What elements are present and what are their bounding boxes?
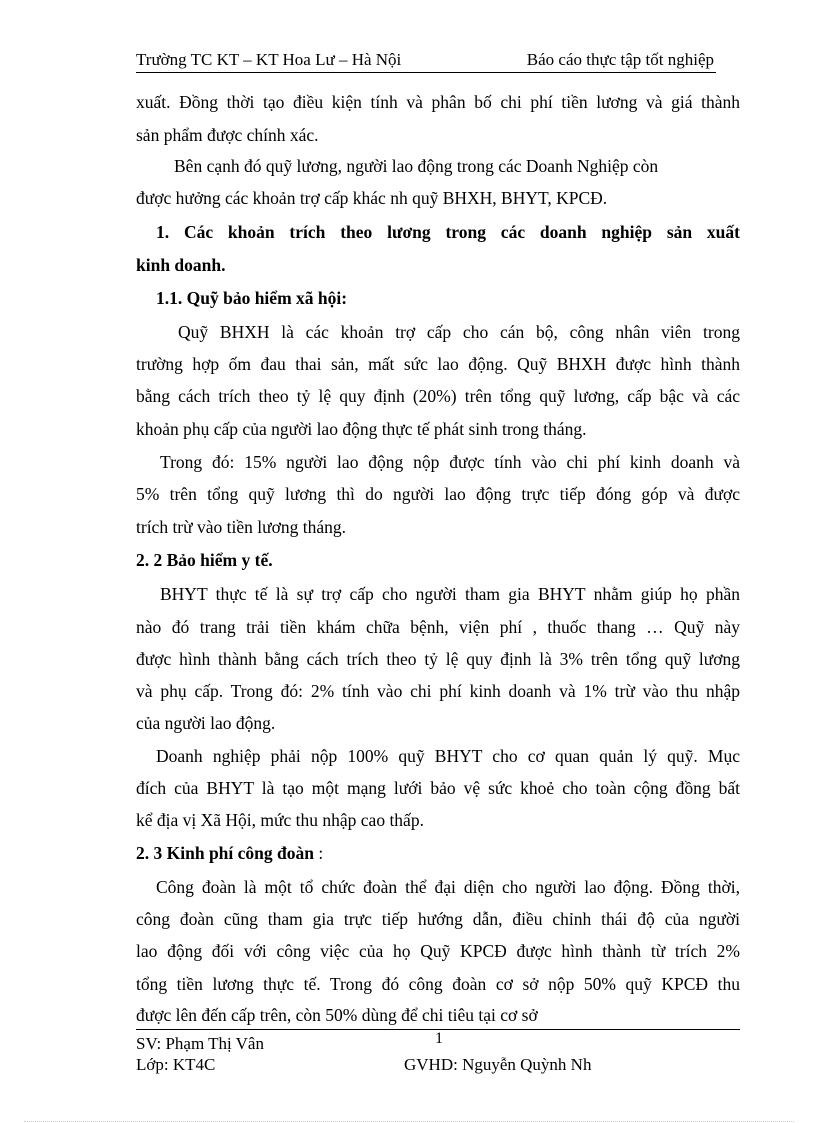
- footer-class: Lớp: KT4C: [136, 1055, 216, 1074]
- subsection-heading-2-3-title: 2. 3 Kinh phí công đoàn: [136, 843, 314, 863]
- body-line: của người lao động.: [136, 713, 276, 733]
- body-line: đích của BHYT là tạo một mạng lưới bảo vệ sức khoẻ cho toàn cộng đồng bất: [136, 778, 740, 798]
- body-line: trường hợp ốm đau thai sản, mất sức lao động. Quỹ BHXH được hình thành: [136, 354, 740, 374]
- body-line: trích trừ vào tiền lương tháng.: [136, 517, 346, 537]
- body-line: Bên cạnh đó quỹ lương, người lao động trong các Doanh Nghiệp còn: [174, 156, 659, 176]
- subsection-heading-2-3-colon: :: [313, 843, 324, 863]
- body-line: Trong đó: 15% người lao động nộp được tính vào chi phí kinh doanh và: [160, 452, 740, 472]
- body-line: khoản phụ cấp của người lao động thực tế phát sinh trong tháng.: [136, 419, 587, 439]
- page-header: [136, 50, 716, 73]
- body-line: Quỹ BHXH là các khoản trợ cấp cho cán bộ, công nhân viên trong: [178, 322, 740, 342]
- footer-student: SV: Phạm Thị Vân: [136, 1034, 264, 1053]
- header-report-title: Báo cáo thực tập tốt nghiệp: [526, 50, 714, 69]
- body-line: được hình thành bằng cách trích theo tỷ lệ quy định là 3% trên tổng quỹ lương: [136, 649, 740, 669]
- subsection-heading-2-2: 2. 2 Bảo hiểm y tế.: [136, 550, 273, 570]
- body-line: và phụ cấp. Trong đó: 2% tính vào chi phí kinh doanh và 1% trừ vào thu nhập: [136, 681, 740, 701]
- body-line: Doanh nghiệp phải nộp 100% quỹ BHYT cho cơ quan quản lý quỹ. Mục: [156, 746, 740, 766]
- body-line: tổng tiền lương thực tế. Trong đó công đoàn cơ sở nộp 50% quỹ KPCĐ thu: [136, 974, 740, 994]
- page-bottom-edge: [24, 1121, 794, 1122]
- body-line: kể địa vị Xã Hội, mức thu nhập cao thấp.: [136, 810, 424, 830]
- body-line: công đoàn cũng tham gia trực tiếp hướng dẫn, điều chỉnh thái độ của người: [136, 909, 740, 929]
- section-heading-1: 1. Các khoản trích theo lương trong các doanh nghiệp sản xuất: [156, 222, 740, 242]
- subsection-heading-1-1: 1.1. Quỹ bảo hiểm xã hội:: [156, 288, 348, 308]
- section-heading-1-cont: kinh doanh.: [136, 255, 226, 275]
- body-line: 5% trên tổng quỹ lương thì do người lao động trực tiếp đóng góp và được: [136, 484, 740, 504]
- body-line: bằng cách trích theo tỷ lệ quy định (20%) trên tổng quỹ lương, cấp bậc và các: [136, 386, 740, 406]
- body-line: BHYT thực tế là sự trợ cấp cho người tham gia BHYT nhằm giúp họ phần: [160, 584, 740, 604]
- body-line: Công đoàn là một tổ chức đoàn thể đại diện cho người lao động. Đồng thời,: [156, 877, 740, 897]
- header-school: Trường TC KT – KT Hoa Lư – Hà Nội: [136, 50, 402, 69]
- body-line: được lên đến cấp trên, còn 50% dùng để chi tiêu tại cơ sở: [136, 1005, 538, 1025]
- body-line: lao động đối với công việc của họ Quỹ KPCĐ được hình thành từ trích 2%: [136, 941, 740, 961]
- body-line: nào đó trang trải tiền khám chữa bệnh, viện phí , thuốc thang … Quỹ này: [136, 617, 740, 637]
- body-line: được hưởng các khoản trợ cấp khác nh quỹ BHXH, BHYT, KPCĐ.: [136, 188, 608, 208]
- page-number: 1: [435, 1030, 443, 1047]
- footer-advisor: GVHD: Nguyễn Quỳnh Nh: [404, 1055, 592, 1074]
- body-line: sản phẩm được chính xác.: [136, 125, 319, 145]
- subsection-heading-2-3: [136, 842, 323, 864]
- body-line: xuất. Đồng thời tạo điều kiện tính và phân bố chi phí tiền lương và giá thành: [136, 92, 740, 112]
